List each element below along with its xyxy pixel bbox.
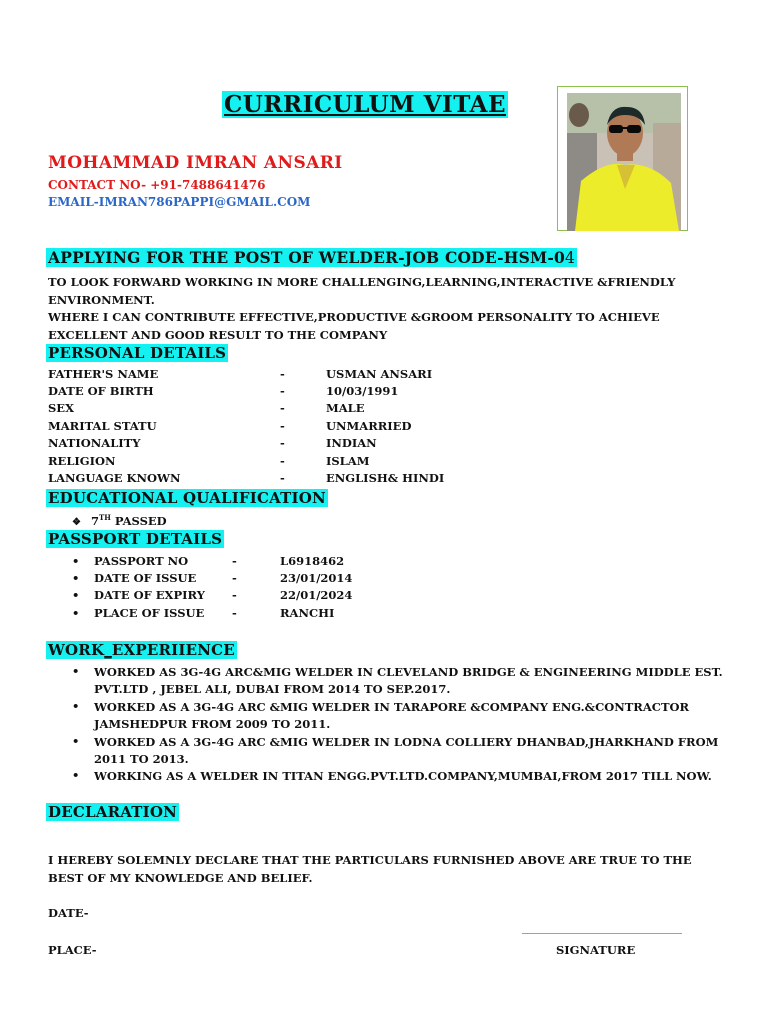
- diamond-bullet-icon: ❖: [72, 516, 81, 528]
- personal-separator: -: [280, 436, 285, 450]
- personal-label: NATIONALITY: [48, 436, 141, 450]
- passport-separator: -: [232, 554, 237, 568]
- personal-separator: -: [280, 384, 285, 398]
- email-address: EMAIL-IMRAN786PAPPI@GMAIL.COM: [48, 195, 311, 209]
- passport-value: 22/01/2024: [280, 588, 353, 602]
- personal-separator: -: [280, 367, 285, 381]
- personal-value: USMAN ANSARI: [326, 367, 433, 381]
- personal-value: UNMARRIED: [326, 419, 412, 433]
- work-item: WORKED AS 3G-4G ARC&MIG WELDER IN CLEVELAND BRIDGE & ENGINEERING MIDDLE EST. PVT.LTD , JEBEL ALI, DUBAI FROM 2014 TO SEP.2017.: [94, 665, 723, 696]
- objective-line: TO LOOK FORWARD WORKING IN MORE CHALLENGING,LEARNING,INTERACTIVE &FRIENDLY: [48, 275, 676, 289]
- declaration-text: I HEREBY SOLEMNLY DECLARE THAT THE PARTICULARS FURNISHED ABOVE ARE TRUE TO THE BEST OF MY KNOWLEDGE AND BELIEF.: [48, 853, 692, 885]
- work-item: WORKED AS A 3G-4G ARC &MIG WELDER IN TARAPORE &COMPANY ENG.&CONTRACTOR JAMSHEDPUR FROM 2009 TO 2011.: [94, 700, 690, 731]
- personal-label: LANGUAGE KNOWN: [48, 471, 181, 485]
- personal-value: ISLAM: [326, 454, 370, 468]
- personal-separator: -: [280, 471, 285, 485]
- profile-photo: [567, 93, 681, 231]
- passport-label: DATE OF ISSUE: [94, 571, 197, 585]
- bullet-icon: •: [72, 734, 80, 748]
- personal-value: INDIAN: [326, 436, 377, 450]
- personal-label: SEX: [48, 401, 74, 415]
- bullet-icon: •: [72, 664, 80, 678]
- personal-value: MALE: [326, 401, 365, 415]
- passport-value: 23/01/2014: [280, 571, 353, 585]
- candidate-name: MOHAMMAD IMRAN ANSARI: [48, 153, 343, 173]
- bullet-icon: •: [72, 554, 80, 568]
- place-label: PLACE-: [48, 943, 97, 957]
- personal-details-heading: PERSONAL DETAILS: [48, 344, 227, 362]
- work-item: WORKED AS A 3G-4G ARC &MIG WELDER IN LODNA COLLIERY DHANBAD,JHARKHAND FROM 2011 TO 2013.: [94, 735, 719, 766]
- education-item: ❖ 7TH PASSED: [72, 513, 167, 528]
- objective-line: EXCELLENT AND GOOD RESULT TO THE COMPANY: [48, 327, 388, 342]
- bullet-icon: •: [72, 571, 80, 585]
- bullet-icon: •: [72, 699, 80, 713]
- cv-title: CURRICULUM VITAE: [224, 91, 506, 118]
- personal-label: RELIGION: [48, 454, 116, 468]
- passport-label: PASSPORT NO: [94, 554, 189, 568]
- personal-separator: -: [280, 454, 285, 468]
- objective-line: ENVIRONMENT.: [48, 292, 155, 307]
- contact-number: CONTACT NO- +91-7488641476: [48, 178, 266, 192]
- personal-label: DATE OF BIRTH: [48, 384, 154, 398]
- passport-value: L6918462: [280, 554, 345, 568]
- work-experience-heading: WORK_EXPERIIENCE: [48, 641, 235, 659]
- bullet-icon: •: [72, 588, 80, 602]
- profile-photo-frame: [557, 86, 688, 231]
- personal-value: 10/03/1991: [326, 384, 399, 398]
- passport-separator: -: [232, 571, 237, 585]
- personal-value: ENGLISH& HINDI: [326, 471, 445, 485]
- signature-line: [522, 933, 682, 934]
- declaration-heading: DECLARATION: [48, 803, 178, 821]
- objective-text: [48, 274, 675, 344]
- bullet-icon: •: [72, 768, 80, 782]
- personal-label: MARITAL STATU: [48, 419, 157, 433]
- personal-separator: -: [280, 401, 285, 415]
- objective-line: WHERE I CAN CONTRIBUTE EFFECTIVE,PRODUCTIVE &GROOM PERSONALITY TO ACHIEVE: [48, 310, 660, 324]
- passport-label: DATE OF EXPIRY: [94, 588, 205, 602]
- passport-separator: -: [232, 588, 237, 602]
- personal-separator: -: [280, 419, 285, 433]
- passport-separator: -: [232, 606, 237, 620]
- work-item: WORKING AS A WELDER IN TITAN ENGG.PVT.LTD.COMPANY,MUMBAI,FROM 2017 TILL NOW.: [94, 769, 712, 783]
- passport-details-heading: PASSPORT DETAILS: [48, 530, 223, 548]
- signature-label: SIGNATURE: [556, 943, 636, 957]
- personal-label: FATHER'S NAME: [48, 367, 159, 381]
- date-label: DATE-: [48, 906, 89, 920]
- passport-label: PLACE OF ISSUE: [94, 606, 205, 620]
- bullet-icon: •: [72, 606, 80, 620]
- passport-value: RANCHI: [280, 606, 335, 620]
- education-heading: EDUCATIONAL QUALIFICATION: [48, 489, 326, 507]
- applying-heading: APPLYING FOR THE POST OF WELDER-JOB CODE-HSM-04: [48, 248, 576, 267]
